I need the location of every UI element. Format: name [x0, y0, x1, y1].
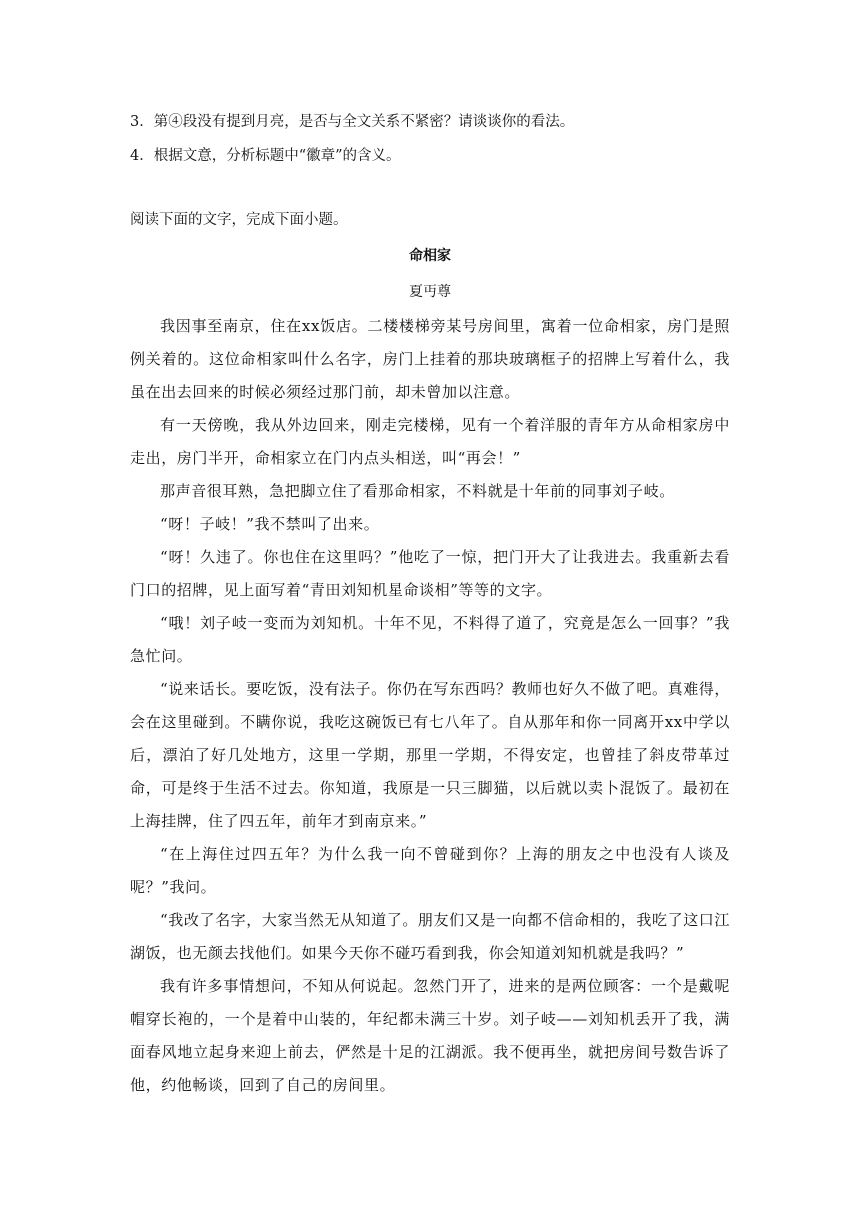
question-3: 3．第④段没有提到月亮，是否与全文关系不紧密？请谈谈你的看法。: [130, 114, 575, 130]
article-author: 夏丏尊: [409, 284, 451, 300]
paragraph-8: “在上海住过四五年？为什么我一向不曾碰到你？上海的朋友之中也没有人谈及呢？”我问。: [130, 845, 730, 896]
paragraph-6: “哦！刘子岐一变而为刘知机。十年不见，不料得了道了，究竟是怎么一回事？”我急忙问。: [130, 614, 730, 665]
question-4: 4．根据文意，分析标题中“徽章”的含义。: [130, 148, 401, 164]
paragraph-7: “说来话长。要吃饭，没有法子。你仍在写东西吗？教师也好久不做了吧。真难得，会在这里碰到。不瞒你说，我吃这碗饭已有七八年了。自从那年和你一同离开xx中学以后，漂泊了好几处地方，这里一学期，那里一学期，不得安定，也曾挂了斜皮带革过命，可是终于生活不过去。你知道，我原是一只三脚猫，以后就以卖卜混饭了。最初在上海挂牌，住了四五年，前年才到南京来。”: [130, 680, 730, 830]
paragraph-5: “呀！久违了。你也住在这里吗？”他吃了一惊，把门开大了让我进去。我重新去看门口的招牌，见上面写着“青田刘知机星命谈相”等等的文字。: [130, 548, 730, 599]
paragraph-3: 那声音很耳熟，急把脚立住了看那命相家，不料就是十年前的同事刘子岐。: [160, 482, 675, 500]
article-title: 命相家: [409, 248, 451, 264]
paragraph-4: “呀！子岐！”我不禁叫了出来。: [160, 515, 380, 533]
paragraph-2: 有一天傍晚，我从外边回来，刚走完楼梯，见有一个着洋服的青年方从命相家房中走出，房门半开，命相家立在门内点头相送，叫“再会！”: [130, 416, 730, 467]
paragraph-1: 我因事至南京，住在xx饭店。二楼楼梯旁某号房间里，寓着一位命相家，房门是照例关着的。这位命相家叫什么名字，房门上挂着的那块玻璃框子的招牌上写着什么，我虽在出去回来的时候必须经过那门前，却未曾加以注意。: [130, 317, 730, 401]
paragraph-10: 我有许多事情想问，不知从何说起。忽然门开了，进来的是两位顾客：一个是戴呢帽穿长袍的，一个是着中山装的，年纪都未满三十岁。刘子岐——刘知机丢开了我，满面春风地立起身来迎上前去，俨然是十足的江湖派。我不便再坐，就把房间号数告诉了他，约他畅谈，回到了自己的房间里。: [130, 977, 730, 1094]
paragraph-9: “我改了名字，大家当然无从知道了。朋友们又是一向都不信命相的，我吃了这口江湖饭，也无颜去找他们。如果今天你不碰巧看到我，你会知道刘知机就是我吗？”: [130, 911, 730, 962]
article-body: [130, 310, 730, 1102]
reading-instruction: 阅读下面的文字，完成下面小题。: [130, 212, 348, 228]
